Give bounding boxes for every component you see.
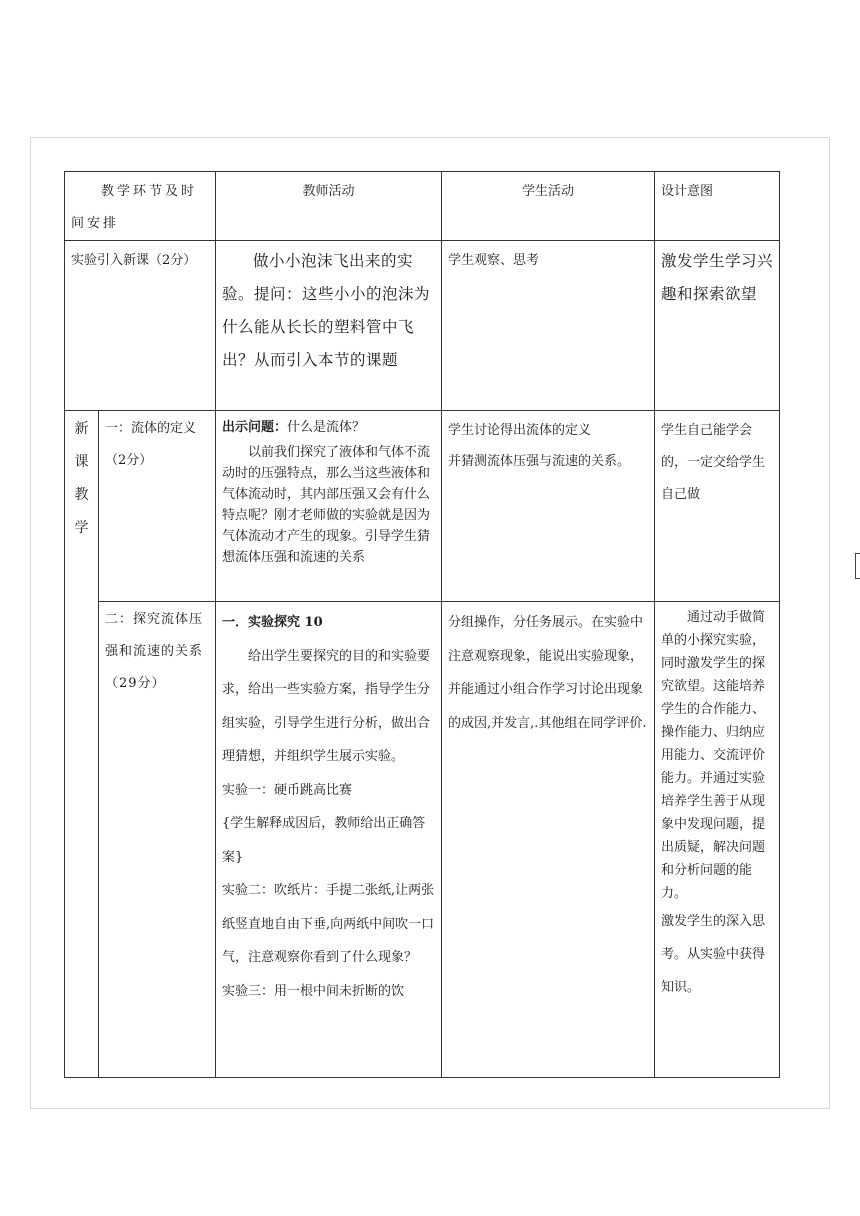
explore-student-cell: 分组操作，分任务展示。在实验中注意观察现象，能说出实验现象，并能通过小组合作学习讨论出现象的成因,并发言,.其他组在同学评价.: [442, 602, 655, 1078]
header-design-intent: 设计意图: [655, 172, 780, 241]
definition-teacher-cell: 出示问题：什么是流体？ 以前我们探究了液体和气体不流动时的压强特点，那么当这些液体和气体流动时，其内部压强又会有什么特点呢？刚才老师做的实验就是因为气体流动才产生的现象。引导学生猜想流体压强和流速的关系: [216, 411, 442, 602]
intro-teacher-cell: 做小小泡沫飞出来的实验。提问：这些小小的泡沫为什么能从长长的塑料管中飞出？从而引入本节的课题: [216, 241, 442, 411]
table-row-intro: [65, 241, 780, 411]
table-row-explore: [65, 602, 780, 1078]
explore-design-cell: 通过动手做简单的小探究实验，同时激发学生的探究欲望。这能培养学生的合作能力、操作能力、归纳应用能力、交流评价能力。并通过实验培养学生善于从现象中发现问题，提出质疑，解决问题和分析问题的能力。 激发学生的深入思考。从实验中获得知识。: [655, 602, 780, 1078]
header-stage-time: 教学环节及时间安排: [65, 172, 216, 241]
definition-stage-cell: 一：流体的定义（2分）: [99, 411, 216, 602]
table-header-row: [65, 172, 780, 241]
definition-student-cell: 学生讨论得出流体的定义 并猜测流体压强与流速的关系。: [442, 411, 655, 602]
explore-stage-cell: 二：探究流体压强和流速的关系（29分）: [99, 602, 216, 1078]
new-lesson-label-cell: [65, 411, 99, 1078]
lesson-plan-table: [64, 171, 780, 1078]
explore-teacher-cell: 一．实验探究 10 给出学生要探究的目的和实验要求，给出一些实验方案，指导学生分组实验，引导学生进行分析，做出合理猜想，并组织学生展示实验。 实验一：硬币跳高比赛 {学生解释成因后，教师给出正确答案} 实验二：吹纸片：手提二张纸,让两张纸竖直地自由下垂,向两纸中间吹一口气，注意观察你看到了什么现象？ 实验三：用一根中间未折断的饮: [216, 602, 442, 1078]
new-lesson-vertical-label: 新 课 教 学: [74, 421, 89, 536]
intro-student-cell: 学生观察、思考: [442, 241, 655, 411]
definition-design-cell: 学生自己能学会的，一定交给学生自己做: [655, 411, 780, 602]
intro-stage-cell: 实验引入新课（2分）: [65, 241, 216, 411]
intro-design-cell: 激发学生学习兴趣和探索欲望: [655, 241, 780, 411]
margin-bracket-mark: [855, 553, 860, 579]
header-teacher-activity: 教师活动: [216, 172, 442, 241]
header-student-activity: 学生活动: [442, 172, 655, 241]
table-row-definition: [65, 411, 780, 602]
